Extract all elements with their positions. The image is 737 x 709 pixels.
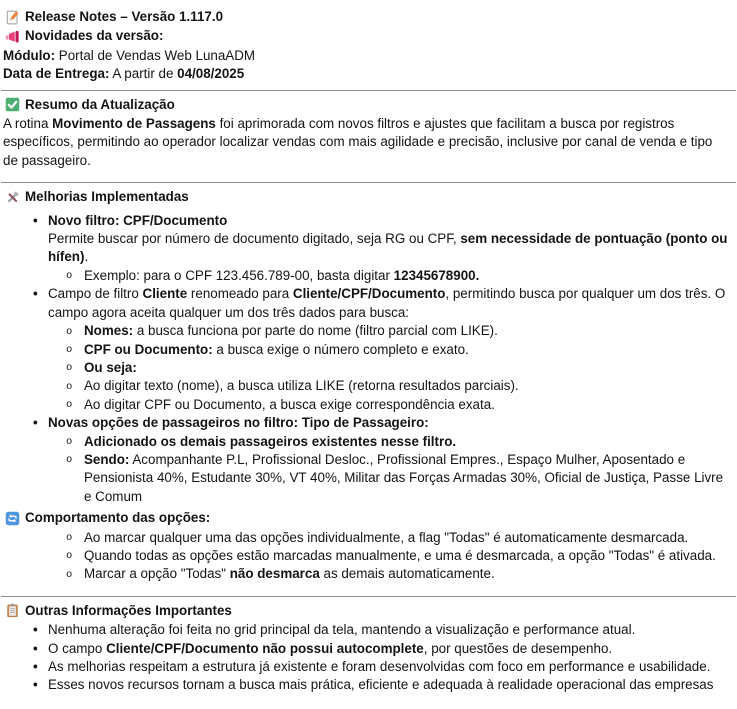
other-info-list (0, 621, 737, 695)
list-item: • O campo Cliente/CPF/Documento não possui autocomplete, por questões de desempenho. (0, 640, 737, 658)
megaphone-icon (5, 29, 20, 44)
summary-heading: Resumo da Atualização (25, 96, 175, 112)
page-title-row (0, 8, 737, 26)
news-heading: Novidades da versão: (25, 28, 164, 44)
sub-list-item: o Ou seja: (0, 359, 737, 377)
news-heading-row (0, 27, 737, 45)
delivery-line: Data de Entrega: A partir de 04/08/2025 (3, 66, 245, 82)
list-item: • Esses novos recursos tornam a busca mais prática, eficiente e adequada à realidade operacional das empresas (0, 676, 737, 694)
sub-list-item: o CPF ou Documento: a busca exige o número completo e exato. (0, 341, 737, 359)
list-item: • Novo filtro: CPF/Documento (0, 212, 737, 230)
sub-list-item: o Marcar a opção "Todas" não desmarca as demais automaticamente. (0, 565, 737, 583)
list-item: • Campo de filtro Cliente renomeado para Cliente/CPF/Documento, permitindo busca por qualquer um dos três. O campo agora aceita qualquer um dos três dados para busca: (0, 285, 737, 322)
sub-list-item: o Exemplo: para o CPF 123.456.789-00, basta digitar 12345678900. (0, 267, 737, 285)
improvements-heading: Melhorias Implementadas (25, 189, 189, 205)
behavior-heading: Comportamento das opções: (25, 510, 211, 526)
divider (1, 596, 736, 597)
list-item-continuation: Permite buscar por número de documento digitado, seja RG ou CPF, sem necessidade de pontuação (ponto ou hífen). (48, 231, 728, 265)
sub-list-item: o Ao marcar qualquer uma das opções individualmente, a flag "Todas" é automaticamente desmarcada. (0, 529, 737, 547)
improvements-heading-row (0, 188, 737, 206)
improvements-list (0, 212, 737, 507)
sub-list-item: o Ao digitar CPF ou Documento, a busca exige correspondência exata. (0, 396, 737, 414)
behavior-heading-row (0, 509, 737, 527)
sub-list-item: o Nomes: a busca funciona por parte do nome (filtro parcial com LIKE). (0, 322, 737, 340)
sub-list-item: o Quando todas as opções estão marcadas manualmente, e uma é desmarcada, a opção "Todas" é ativada. (0, 547, 737, 565)
list-item: • As melhorias respeitam a estrutura já existente e foram desenvolvidas com foco em performance e usabilidade. (0, 658, 737, 676)
repeat-arrows-icon (5, 511, 20, 526)
other-info-heading-row (0, 602, 737, 620)
divider (1, 182, 736, 183)
sub-list-item: o Ao digitar texto (nome), a busca utiliza LIKE (retorna resultados parciais). (0, 377, 737, 395)
check-mark-icon (5, 97, 20, 112)
other-info-heading: Outras Informações Importantes (25, 602, 232, 618)
divider (1, 90, 736, 91)
list-item: • Nenhuma alteração foi feita no grid principal da tela, mantendo a visualização e performance atual. (0, 621, 737, 639)
page-title: Release Notes – Versão 1.117.0 (25, 9, 224, 24)
summary-paragraph: A rotina Movimento de Passagens foi aprimorada com novos filtros e ajustes que facilitam a busca por registros específicos, permitindo ao operador localizar vendas com mais agilidade e precisão, inclusive por canal de venda e tipo de passageiro. (3, 116, 713, 168)
behavior-list (0, 529, 737, 584)
sub-list-item: o Sendo: Acompanhante P.L, Profissional Desloc., Profissional Empres., Espaço Mulher, Aposentado e Pensionista 40%, Estudante 30%, VT 40%, Militar das Forças Armadas 30%, Oficial de Justiça, Passe Livre e Comum (0, 451, 737, 506)
summary-heading-row (0, 96, 737, 114)
hammer-wrench-icon (5, 190, 20, 205)
sub-list-item: o Adicionado os demais passageiros existentes nesse filtro. (0, 433, 737, 451)
list-item: • Novas opções de passageiros no filtro: Tipo de Passageiro: (0, 414, 737, 432)
memo-icon (5, 10, 20, 25)
clipboard-icon (5, 603, 20, 618)
module-line: Módulo: Portal de Vendas Web LunaADM (3, 47, 256, 63)
